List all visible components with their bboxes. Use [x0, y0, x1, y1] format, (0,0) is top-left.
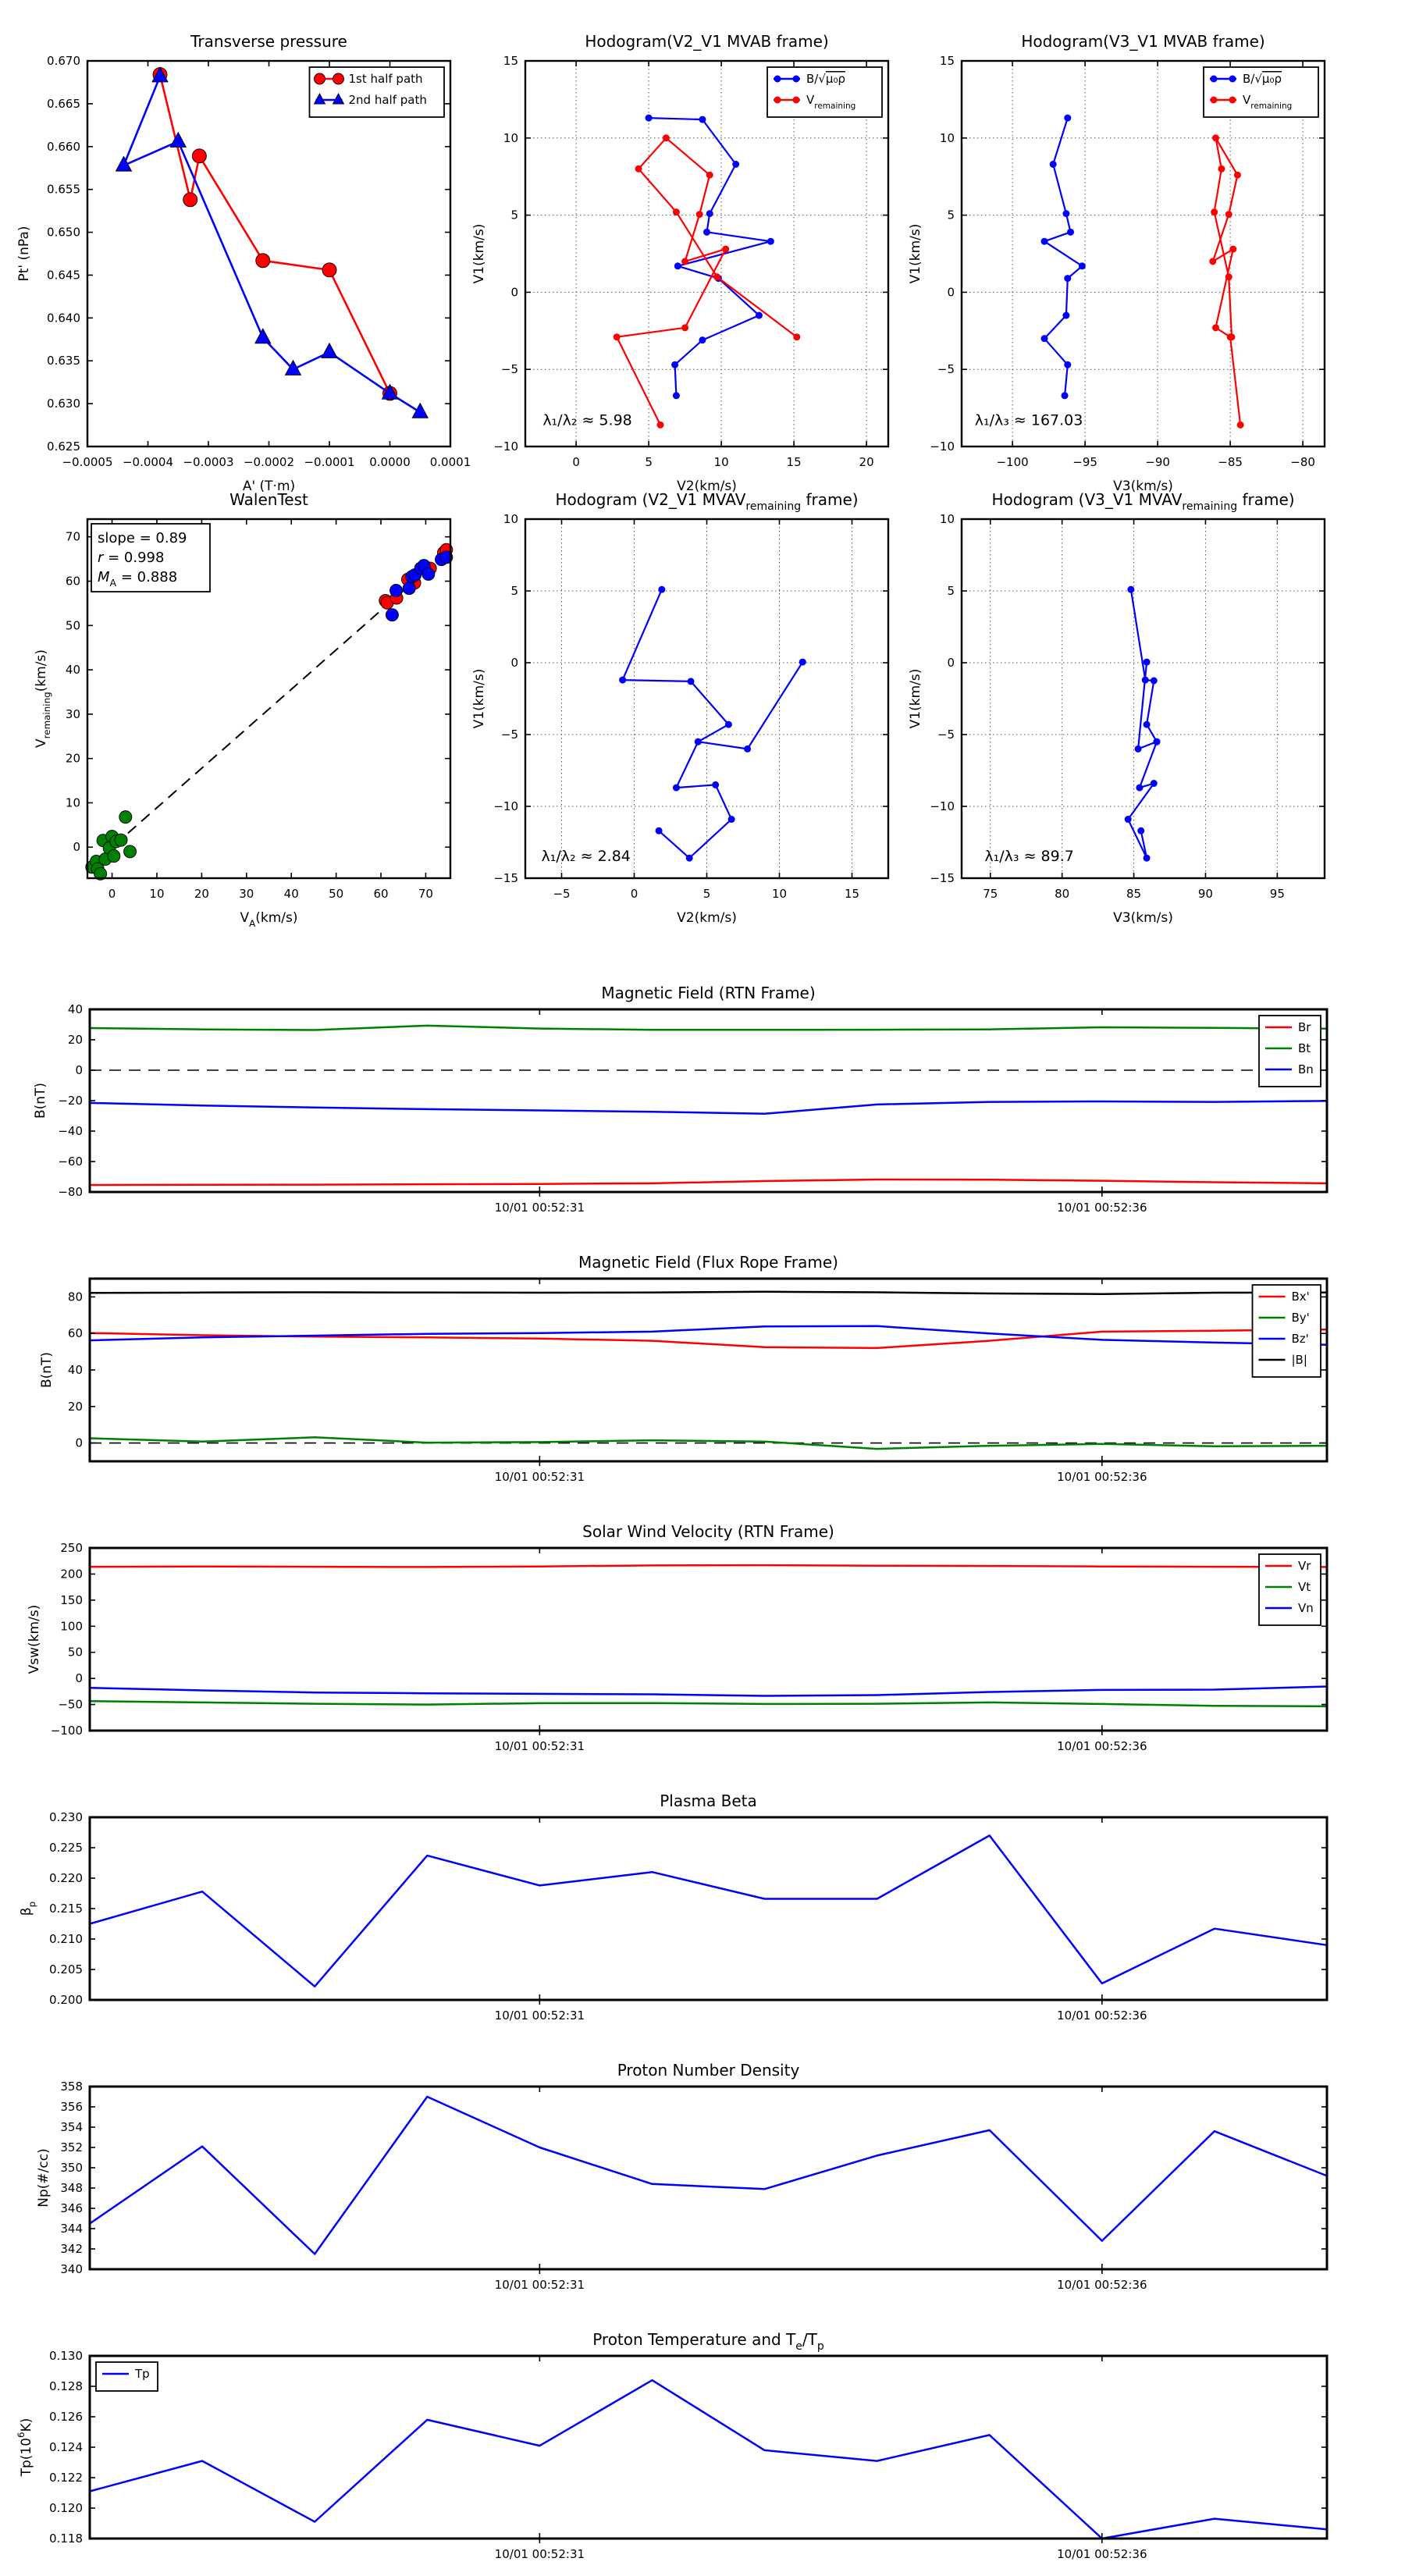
np-ytick: 350	[60, 2161, 83, 2175]
hodo_v2_mvab-legend	[767, 67, 882, 117]
walen-title: WalenTest	[229, 490, 308, 509]
tp-xtick: 10/01 00:52:36	[1057, 2547, 1147, 2561]
walen-ytick: 70	[65, 529, 80, 544]
hodo_v3_mvav-xtick: 95	[1269, 887, 1285, 901]
tp-ylabel: $Tp(10^6K)$	[16, 2418, 34, 2477]
panel-hodo_v2_mvav	[471, 490, 888, 926]
transverse-ytick: 0.650	[47, 225, 80, 240]
hodo_v2_mvab-xtick: 5	[645, 455, 653, 469]
np-ytick: 344	[60, 2222, 83, 2236]
walen-ytick: 0	[73, 840, 80, 855]
b_rtn-ytick: −80	[58, 1185, 83, 1199]
walen-stats-box	[91, 524, 210, 592]
walen-ytick: 30	[65, 706, 80, 721]
b_rtn-ytick: 40	[67, 1002, 83, 1016]
transverse-legend	[310, 67, 445, 117]
hodo_v3_mvab-legend	[1204, 67, 1318, 117]
b_fr-xtick: 10/01 00:52:36	[1057, 1470, 1147, 1484]
svg-text:By': By'	[1291, 1311, 1310, 1325]
svg-text:Bz': Bz'	[1291, 1332, 1309, 1346]
hodo_v2_mvab-annotation: λ₁/λ₂ ≈ 5.98	[542, 411, 632, 429]
hodo_v3_mvav-ytick: −10	[930, 799, 955, 813]
walen-xtick: 40	[283, 887, 299, 901]
np-ylabel: Np(#/cc)	[36, 2148, 52, 2208]
hodo_v3_mvab-title: Hodogram(V3_V1 MVAB frame)	[1021, 32, 1265, 51]
transverse-title: Transverse pressure	[190, 32, 347, 51]
hodo_v3_mvav-title: Hodogram (V3_V1 $MVAV_{remaining}$ frame)	[991, 490, 1295, 513]
svg-text:Bn: Bn	[1298, 1062, 1314, 1076]
vsw-ytick: 250	[60, 1541, 83, 1555]
hodo_v2_mvab-title: Hodogram(V2_V1 MVAB frame)	[585, 32, 829, 51]
transverse-xtick: −0.0004	[122, 455, 174, 469]
np-ytick: 356	[60, 2100, 83, 2114]
hodo_v2_mvab-ytick: −10	[493, 439, 518, 454]
hodo_v2_mvav-xtick: 0	[630, 887, 638, 901]
beta-ylabel: $\beta_p$	[19, 1901, 37, 1916]
beta-xtick: 10/01 00:52:31	[494, 2008, 585, 2023]
panel-walen	[34, 490, 453, 929]
hodo_v3_mvav-xtick: 85	[1126, 887, 1142, 901]
beta-title: Plasma Beta	[660, 1791, 757, 1810]
hodo_v2_mvab-xtick: 0	[572, 455, 580, 469]
b_rtn-xtick: 10/01 00:52:31	[494, 1201, 585, 1215]
np-xtick: 10/01 00:52:31	[494, 2278, 585, 2292]
transverse-ytick: 0.625	[47, 439, 80, 454]
b_fr-ytick: 0	[75, 1436, 83, 1450]
walen-ytick: 40	[65, 663, 80, 678]
svg-text:Bx': Bx'	[1291, 1290, 1310, 1304]
hodo_v2_mvab-xtick: 15	[786, 455, 802, 469]
beta-ytick: 0.200	[49, 1993, 83, 2007]
hodo_v2_mvab-ytick: 5	[510, 208, 518, 222]
panel-transverse	[16, 32, 471, 494]
transverse-xtick: −0.0003	[183, 455, 234, 469]
transverse-ylabel: Pt' (nPa)	[16, 226, 32, 282]
walen-xtick: 10	[149, 887, 165, 901]
transverse-ytick: 0.630	[47, 397, 80, 411]
hodo_v2_mvav-xtick: −5	[553, 887, 571, 901]
transverse-xtick: −0.0002	[243, 455, 295, 469]
b_fr-ytick: 80	[67, 1290, 83, 1304]
panel-b_rtn	[33, 984, 1327, 1215]
b_fr-ytick: 20	[67, 1399, 83, 1414]
b_rtn-ytick: −60	[58, 1155, 83, 1169]
b_fr-title: Magnetic Field (Flux Rope Frame)	[578, 1253, 838, 1272]
b_rtn-title: Magnetic Field (RTN Frame)	[601, 984, 816, 1002]
tp-ytick: 0.126	[49, 2410, 83, 2424]
svg-text:Vremaining: $V_{remaining}$	[1243, 93, 1293, 111]
np-ytick: 340	[60, 2262, 83, 2276]
svg-text:|B|: |B|	[1291, 1353, 1307, 1367]
transverse-xtick: −0.0005	[62, 455, 113, 469]
transverse-ytick: 0.645	[47, 268, 80, 283]
hodo_v3_mvab-xtick: −90	[1145, 455, 1170, 469]
hodo_v2_mvab-xtick: 20	[859, 455, 874, 469]
tp-ytick: 0.118	[49, 2532, 83, 2546]
hodo_v3_mvab-ytick: 10	[939, 130, 955, 145]
b_rtn-ylabel: B(nT)	[33, 1082, 48, 1119]
hodo_v3_mvav-xlabel: V3(km/s)	[1113, 910, 1173, 926]
hodo_v3_mvav-ytick: −15	[930, 871, 955, 885]
hodo_v3_mvav-ytick: −5	[937, 728, 955, 742]
hodo_v3_mvab-ytick: −10	[930, 439, 955, 454]
vsw-xtick: 10/01 00:52:36	[1057, 1739, 1147, 1753]
beta-ytick: 0.205	[49, 1962, 83, 1976]
tp-ytick: 0.124	[49, 2440, 83, 2454]
hodo_v2_mvav-title: Hodogram (V2_V1 $MVAV_{remaining}$ frame)	[555, 490, 859, 513]
svg-text:Bt: Bt	[1298, 1041, 1311, 1055]
np-title: Proton Number Density	[617, 2061, 800, 2080]
hodo_v2_mvav-xtick: 15	[844, 887, 860, 901]
vsw-title: Solar Wind Velocity (RTN Frame)	[582, 1522, 834, 1541]
np-ytick: 354	[60, 2120, 83, 2134]
tp-title: Proton Temperature and $T_e/T_p$	[592, 2330, 824, 2353]
b_fr-legend	[1253, 1285, 1321, 1377]
svg-text:B/√μ₀ρ: B/√μ₀ρ	[1243, 72, 1282, 86]
beta-ytick: 0.210	[49, 1932, 83, 1946]
b_rtn-ytick: −40	[58, 1124, 83, 1138]
walen-ytick: 20	[65, 751, 80, 766]
hodo_v3_mvab-xtick: −100	[996, 455, 1029, 469]
np-ytick: 346	[60, 2201, 83, 2215]
svg-text:Br: Br	[1298, 1020, 1311, 1034]
panel-hodo_v2_mvab	[471, 32, 888, 494]
hodo_v2_mvab-xtick: 10	[713, 455, 729, 469]
vsw-ylabel: Vsw(km/s)	[27, 1604, 42, 1674]
hodo_v3_mvab-xtick: −95	[1072, 455, 1097, 469]
svg-text:B/√μ₀ρ: B/√μ₀ρ	[806, 72, 845, 86]
hodo_v2_mvab-ytick: 0	[510, 285, 518, 300]
transverse-ytick: 0.655	[47, 182, 80, 197]
beta-ytick: 0.215	[49, 1902, 83, 1916]
walen-xtick: 50	[329, 887, 344, 901]
b_rtn-ytick: −20	[58, 1094, 83, 1108]
svg-text:Tp: Tp	[135, 2367, 150, 2381]
walen-ytick: 10	[65, 795, 80, 810]
transverse-xtick: 0.0000	[369, 455, 411, 469]
hodo_v2_mvab-xlabel: V2(km/s)	[677, 479, 737, 494]
panel-beta	[19, 1791, 1327, 2023]
hodo_v2_mvav-xtick: 10	[771, 887, 788, 901]
hodo_v3_mvav-xtick: 80	[1055, 887, 1070, 901]
panel-b_fr	[39, 1253, 1327, 1484]
hodo_v2_mvav-ytick: −5	[500, 728, 518, 742]
hodo_v3_mvab-xtick: −85	[1218, 455, 1243, 469]
tp-legend	[96, 2362, 158, 2391]
svg-text:1st half path: 1st half path	[348, 72, 423, 86]
b_rtn-xtick: 10/01 00:52:36	[1057, 1201, 1147, 1215]
b_rtn-ytick: 20	[67, 1033, 83, 1047]
svg-text:slope = 0.89: slope = 0.89	[98, 530, 187, 546]
hodo_v3_mvab-xlabel: V3(km/s)	[1113, 479, 1173, 494]
hodo_v2_mvab-ytick: −5	[500, 362, 518, 377]
tp-xtick: 10/01 00:52:31	[494, 2547, 585, 2561]
walen-ytick: 60	[65, 574, 80, 589]
hodo_v3_mvav-xtick: 75	[983, 887, 998, 901]
walen-xtick: 20	[194, 887, 209, 901]
svg-text:Vremaining: $V_{remaining}$	[806, 93, 856, 111]
hodo_v2_mvab-ylabel: V1(km/s)	[471, 223, 487, 284]
hodo_v3_mvab-xtick: −80	[1290, 455, 1315, 469]
hodo_v3_mvab-annotation: λ₁/λ₃ ≈ 167.03	[974, 411, 1083, 429]
vsw-ytick: 200	[60, 1567, 83, 1582]
b_fr-xtick: 10/01 00:52:31	[494, 1470, 585, 1484]
transverse-xlabel: A' (T·m)	[242, 479, 296, 494]
svg-text:Vt: Vt	[1298, 1580, 1311, 1594]
np-ytick: 348	[60, 2181, 83, 2195]
walen-xtick: 60	[373, 887, 389, 901]
svg-text:MA = 0.888: $M_A = 0.888$	[98, 569, 178, 589]
walen-ylabel: $V_{remaining}(km/s)$	[34, 649, 52, 748]
panel-tp	[16, 2330, 1327, 2561]
hodo_v3_mvav-xtick: 90	[1197, 887, 1213, 901]
hodo_v2_mvav-ytick: −15	[493, 871, 518, 885]
hodo_v2_mvav-ytick: 5	[510, 584, 518, 598]
walen-ytick: 50	[65, 618, 80, 633]
svg-text:2nd half path: 2nd half path	[348, 93, 427, 107]
tp-ytick: 0.128	[49, 2379, 83, 2393]
vsw-xtick: 10/01 00:52:31	[494, 1739, 585, 1753]
np-ytick: 358	[60, 2080, 83, 2094]
hodo_v2_mvab-ytick: 15	[503, 54, 518, 68]
walen-xtick: 30	[239, 887, 254, 901]
walen-xtick: 0	[108, 887, 116, 901]
walen-xtick: 70	[418, 887, 433, 901]
hodo_v3_mvab-ytick: 15	[939, 54, 955, 68]
tp-ytick: 0.122	[49, 2471, 83, 2485]
np-ytick: 342	[60, 2242, 83, 2256]
hodo_v3_mvab-ytick: 0	[947, 285, 955, 300]
vsw-ytick: 50	[67, 1645, 83, 1660]
hodo_v2_mvav-xtick: 5	[702, 887, 711, 901]
hodo_v2_mvav-ytick: 0	[510, 656, 518, 670]
hodo_v2_mvav-annotation: λ₁/λ₂ ≈ 2.84	[541, 847, 631, 865]
svg-text:Vn: Vn	[1298, 1601, 1314, 1615]
tp-ytick: 0.130	[49, 2349, 83, 2363]
b_rtn-ytick: 0	[75, 1063, 83, 1077]
beta-ytick: 0.220	[49, 1871, 83, 1885]
hodo_v3_mvab-ytick: 5	[947, 208, 955, 222]
transverse-ytick: 0.660	[47, 139, 80, 154]
b_rtn-legend	[1259, 1016, 1321, 1087]
hodo_v3_mvav-ytick: 5	[947, 584, 955, 598]
hodo_v2_mvav-ylabel: V1(km/s)	[471, 668, 487, 729]
transverse-ytick: 0.670	[47, 54, 80, 68]
transverse-ytick: 0.665	[47, 96, 80, 111]
panel-hodo_v3_mvab	[908, 32, 1325, 494]
vsw-ytick: 150	[60, 1592, 83, 1607]
hodo_v3_mvav-ytick: 0	[947, 656, 955, 670]
b_fr-ytick: 60	[67, 1326, 83, 1341]
panel-hodo_v3_mvav	[908, 490, 1325, 926]
vsw-ytick: 0	[75, 1671, 83, 1686]
hodo_v3_mvav-ytick: 10	[939, 512, 955, 526]
beta-xtick: 10/01 00:52:36	[1057, 2008, 1147, 2023]
svg-text:Vr: Vr	[1298, 1559, 1311, 1573]
hodo_v3_mvab-ytick: −5	[937, 362, 955, 377]
vsw-ytick: 100	[60, 1619, 83, 1634]
hodo_v3_mvab-ylabel: V1(km/s)	[908, 223, 923, 284]
hodo_v3_mvav-ylabel: V1(km/s)	[908, 668, 923, 729]
walen-xlabel: $V_A(km/s)$	[240, 910, 298, 929]
hodo_v2_mvav-xlabel: V2(km/s)	[677, 910, 737, 926]
tp-ytick: 0.120	[49, 2501, 83, 2515]
np-ytick: 352	[60, 2140, 83, 2154]
transverse-xtick: 0.0001	[429, 455, 471, 469]
transverse-ytick: 0.635	[47, 354, 80, 368]
panel-vsw	[27, 1522, 1327, 1753]
beta-ytick: 0.230	[49, 1810, 83, 1824]
np-xtick: 10/01 00:52:36	[1057, 2278, 1147, 2292]
panel-np	[36, 2061, 1327, 2292]
transverse-ytick: 0.640	[47, 311, 80, 326]
hodo_v3_mvav-annotation: λ₁/λ₃ ≈ 89.7	[984, 847, 1074, 865]
hodo_v2_mvav-ytick: 10	[503, 512, 518, 526]
svg-text:r = 0.998: r = 0.998	[98, 550, 165, 566]
b_fr-ylabel: B(nT)	[39, 1351, 55, 1389]
vsw-ytick: −50	[58, 1697, 83, 1712]
beta-ytick: 0.225	[49, 1841, 83, 1855]
hodo_v2_mvab-ytick: 10	[503, 130, 518, 145]
vsw-legend	[1259, 1554, 1321, 1625]
hodo_v2_mvav-ytick: −10	[493, 799, 518, 813]
vsw-ytick: −100	[50, 1724, 83, 1738]
transverse-xtick: −0.0001	[304, 455, 355, 469]
b_fr-ytick: 40	[67, 1363, 83, 1377]
